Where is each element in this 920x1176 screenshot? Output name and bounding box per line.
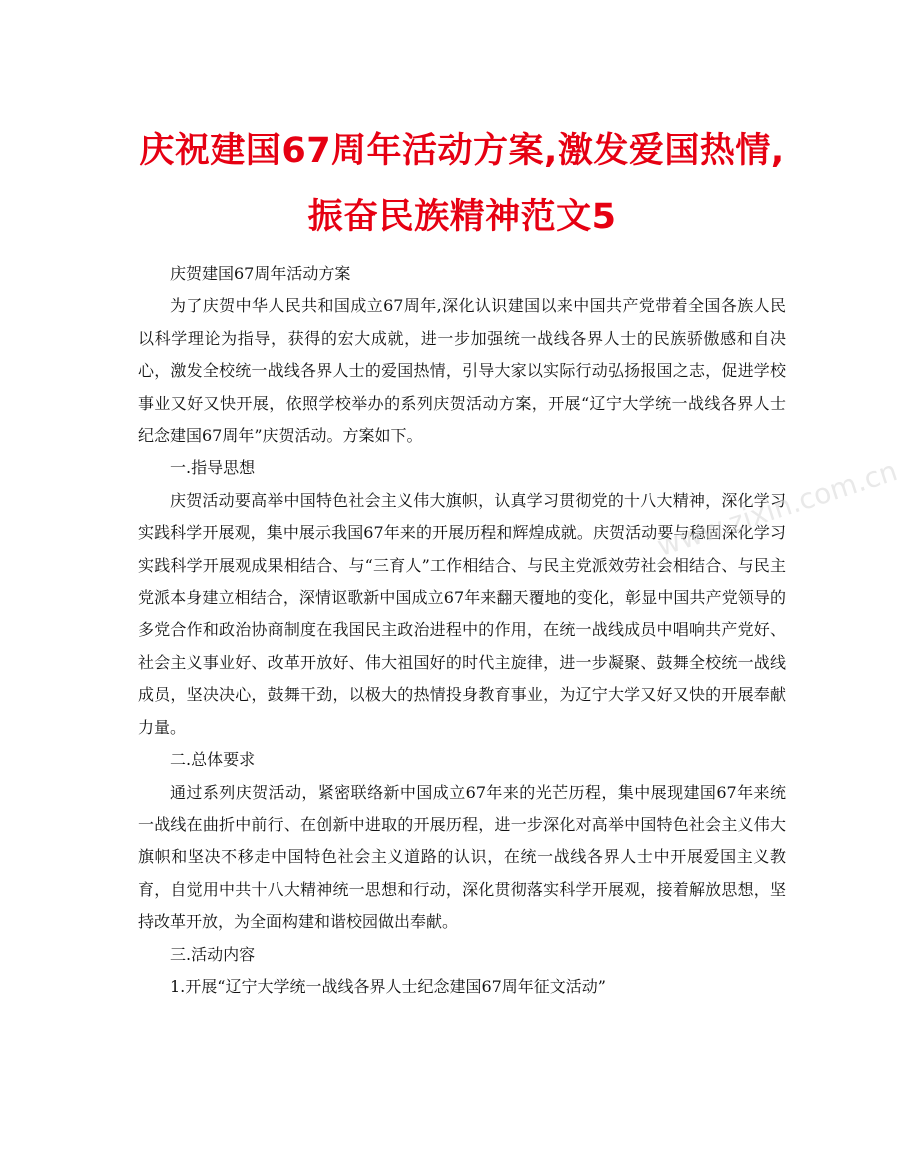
title-line-2: 振奋民族精神范文5	[307, 197, 617, 237]
title-line-1: 庆祝建国67周年活动方案,激发爱国热情,	[139, 131, 785, 171]
paragraph-introduction: 为了庆贺中华人民共和国成立67周年,深化认识建国以来中国共产党带着全国各族人民以科学理论为指导，获得的宏大成就，进一步加强统一战线各界人士的民族骄傲感和自决心，激发全校统一战线各界人士的爱国热情，引导大家以实际行动弘扬报国之志，促进学校事业又好又快开展，依照学校举办的系列庆贺活动方案，开展“辽宁大学统一战线各界人士纪念建国67周年”庆贺活动。方案如下。	[138, 296, 786, 446]
heading-general-requirements: 二.总体要求	[170, 750, 256, 770]
heading-guiding-thought: 一.指导思想	[170, 458, 256, 478]
document-title	[138, 118, 786, 250]
paragraph-plan-name: 庆贺建国67周年活动方案	[170, 264, 351, 283]
heading-activity-content: 三.活动内容	[170, 944, 256, 964]
paragraph-guiding-thought: 庆贺活动要高举中国特色社会主义伟大旗帜，认真学习贯彻党的十八大精神，深化学习实践科学开展观，集中展示我国67年来的开展历程和辉煌成就。庆贺活动要与稳固深化学习实践科学开展观成果相结合、与“三育人”工作相结合、与民主党派效劳社会相结合、与民主党派本身建立相结合，深情讴歌新中国成立67年来翻天覆地的变化，彰显中国共产党领导的多党合作和政治协商制度在我国民主政治进程中的作用，在统一战线成员中唱响共产党好、社会主义事业好、改革开放好、伟大祖国好的时代主旋律，进一步凝聚、鼓舞全校统一战线成员，坚决决心，鼓舞干劲，以极大的热情投身教育事业，为辽宁大学又好又快的开展奉献力量。	[138, 490, 786, 737]
paragraph-general-requirements: 通过系列庆贺活动，紧密联络新中国成立67年来的光芒历程，集中展现建国67年来统一战线在曲折中前行、在创新中进取的开展历程，进一步深化对高举中国特色社会主义伟大旗帜和坚决不移走中国特色社会主义道路的认识，在统一战线各界人士中开展爱国主义教育，自觉用中共十八大精神统一思想和行动，深化贯彻落实科学开展观，接着解放思想，坚持改革开放，为全面构建和谐校园做出奉献。	[138, 782, 786, 932]
paragraph-activity-item-1: 1.开展“辽宁大学统一战线各界人士纪念建国67周年征文活动”	[170, 976, 606, 996]
watermark: www.zixin.com.cn	[653, 454, 902, 563]
